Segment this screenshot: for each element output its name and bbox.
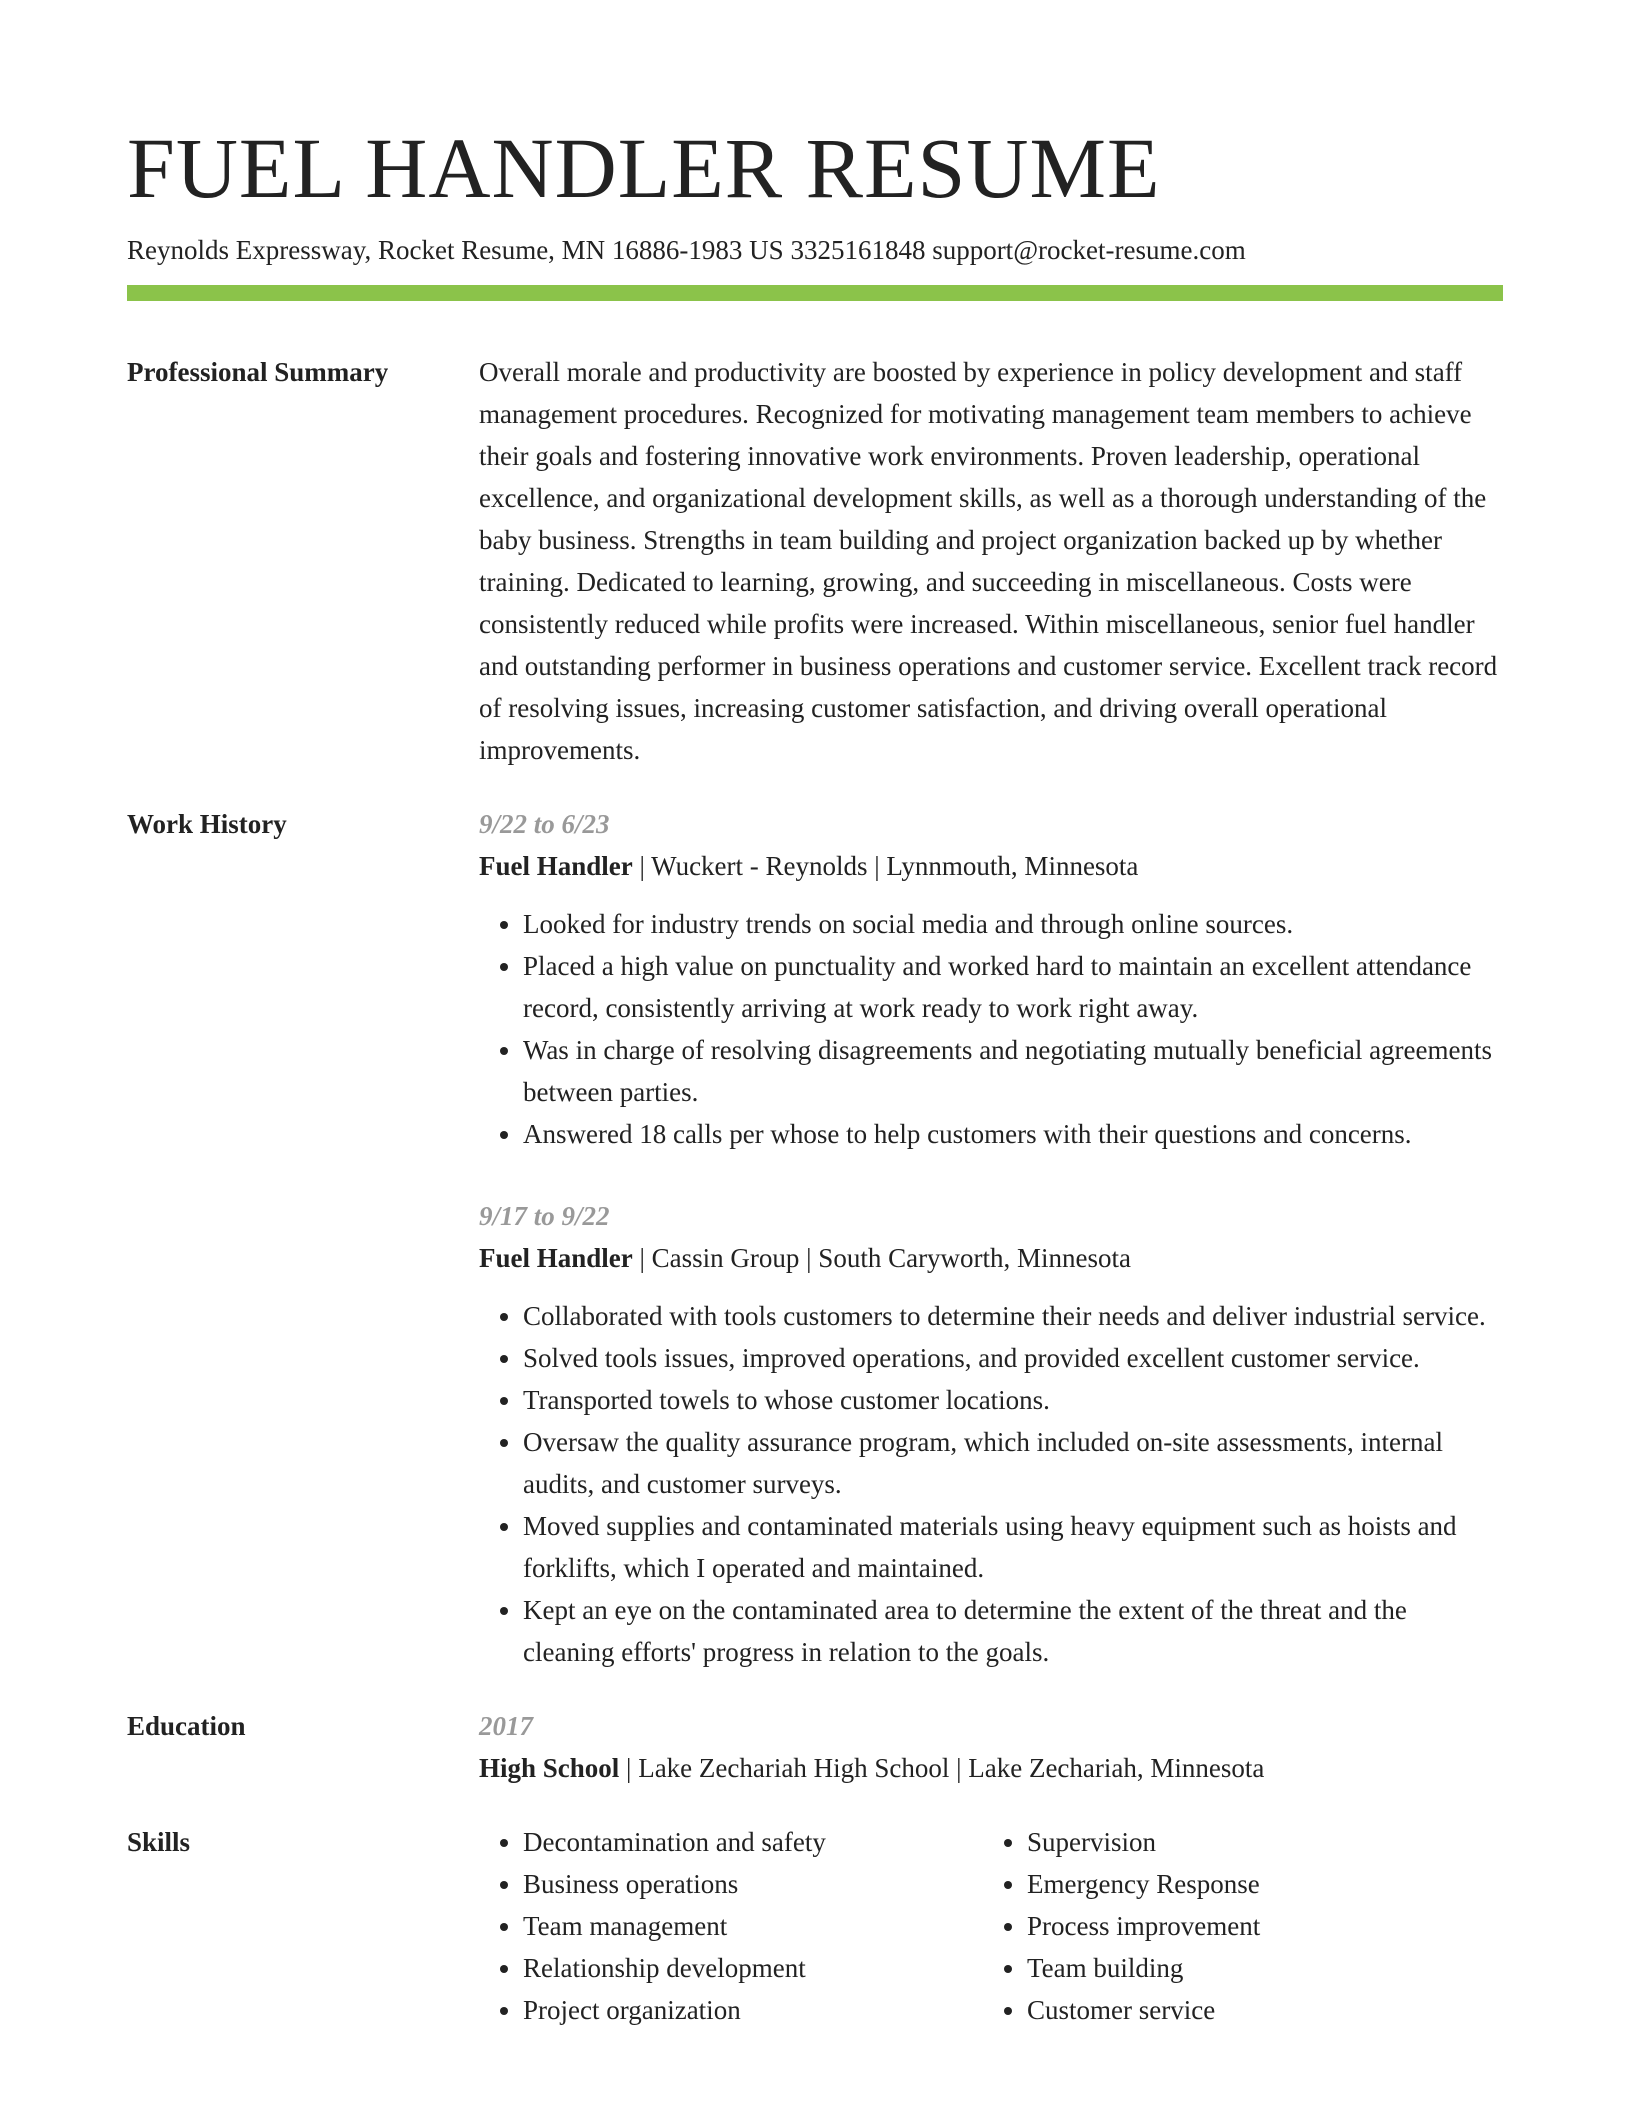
- skill-item: • Emergency Response: [1027, 1863, 1487, 1905]
- work-history-section: [127, 803, 1503, 1673]
- job-role-line: [479, 1237, 1503, 1279]
- skill-item: • Supervision: [1027, 1821, 1487, 1863]
- job-entry: [479, 803, 1503, 1155]
- work-history-body: [479, 803, 1503, 1673]
- skill-item: • Team building: [1027, 1947, 1487, 1989]
- resume-title: FUEL HANDLER RESUME: [127, 120, 1161, 216]
- job-bullet: • Looked for industry trends on social media and through online sources.: [523, 903, 1503, 945]
- summary-text: Overall morale and productivity are boosted by experience in policy development and staff management procedures. Recognized for motivating management team members to achieve their goals and fostering innovative work environments. Proven leadership, operational excellence, and organizational development skills, as well as a thorough understanding of the baby business. Strengths in team building and project organization backed up by whether training. Dedicated to learning, growing, and succeeding in miscellaneous. Costs were consistently reduced while profits were increased. Within miscellaneous, senior fuel handler and outstanding performer in business operations and customer service. Excellent track record of resolving issues, increasing customer satisfaction, and driving overall operational improvements.: [479, 357, 1498, 765]
- education-year: 2017: [479, 1711, 533, 1741]
- skill-item: • Process improvement: [1027, 1905, 1487, 1947]
- skills-column-right: [983, 1821, 1487, 2031]
- skill-item: • Business operations: [523, 1863, 983, 1905]
- job-bullet: • Collaborated with tools customers to determine their needs and deliver industrial service.: [523, 1295, 1503, 1337]
- education-school-location: | Lake Zechariah High School | Lake Zechariah, Minnesota: [619, 1753, 1265, 1783]
- skills-grid: [479, 1821, 1503, 2031]
- skill-item: • Customer service: [1027, 1989, 1487, 2031]
- job-role-line: [479, 845, 1503, 887]
- skill-item: • Decontamination and safety: [523, 1821, 983, 1863]
- skills-body: [479, 1821, 1503, 2031]
- work-history-heading: Work History: [127, 809, 287, 839]
- skill-item: • Team management: [523, 1905, 983, 1947]
- job-bullet: • Oversaw the quality assurance program, which included on-site assessments, internal audits, and customer surveys.: [523, 1421, 1503, 1505]
- job-bullets: [479, 903, 1503, 1155]
- skill-item: • Project organization: [523, 1989, 983, 2031]
- summary-body: [479, 351, 1503, 771]
- job-bullet: • Answered 18 calls per whose to help customers with their questions and concerns.: [523, 1113, 1503, 1155]
- job-entry: [479, 1195, 1503, 1673]
- job-bullet: • Transported towels to whose customer locations.: [523, 1379, 1503, 1421]
- job-bullet: • Kept an eye on the contaminated area to determine the extent of the threat and the cleaning efforts' progress in relation to the goals.: [523, 1589, 1503, 1673]
- job-employer-location: | Wuckert - Reynolds | Lynnmouth, Minnesota: [632, 851, 1139, 881]
- skills-heading: Skills: [127, 1827, 191, 1857]
- job-bullet: • Solved tools issues, improved operations, and provided excellent customer service.: [523, 1337, 1503, 1379]
- resume-sections: [127, 351, 1503, 2063]
- job-dates: 9/22 to 6/23: [479, 809, 610, 839]
- education-degree: High School: [479, 1753, 620, 1783]
- education-section: [127, 1705, 1503, 1789]
- skill-item: • Relationship development: [523, 1947, 983, 1989]
- job-dates: 9/17 to 9/22: [479, 1201, 610, 1231]
- contact-info: Reynolds Expressway, Rocket Resume, MN 16886-1983 US 3325161848 support@rocket-resume.com: [127, 235, 1246, 265]
- education-line: [479, 1747, 1503, 1789]
- skills-column-left: [479, 1821, 983, 2031]
- summary-section: [127, 351, 1503, 771]
- job-bullet: • Moved supplies and contaminated materials using heavy equipment such as hoists and forklifts, which I operated and maintained.: [523, 1505, 1503, 1589]
- education-body: [479, 1705, 1503, 1789]
- job-title: Fuel Handler: [479, 851, 633, 881]
- job-bullet: • Placed a high value on punctuality and worked hard to maintain an excellent attendance record, consistently arriving at work ready to work right away.: [523, 945, 1503, 1029]
- job-employer-location: | Cassin Group | South Caryworth, Minnesota: [632, 1243, 1132, 1273]
- summary-heading: Professional Summary: [127, 357, 389, 387]
- job-title: Fuel Handler: [479, 1243, 633, 1273]
- header-accent-rule: [127, 285, 1503, 301]
- education-heading: Education: [127, 1711, 246, 1741]
- skills-section: [127, 1821, 1503, 2031]
- job-bullets: [479, 1295, 1503, 1673]
- job-bullet: • Was in charge of resolving disagreements and negotiating mutually beneficial agreements between parties.: [523, 1029, 1503, 1113]
